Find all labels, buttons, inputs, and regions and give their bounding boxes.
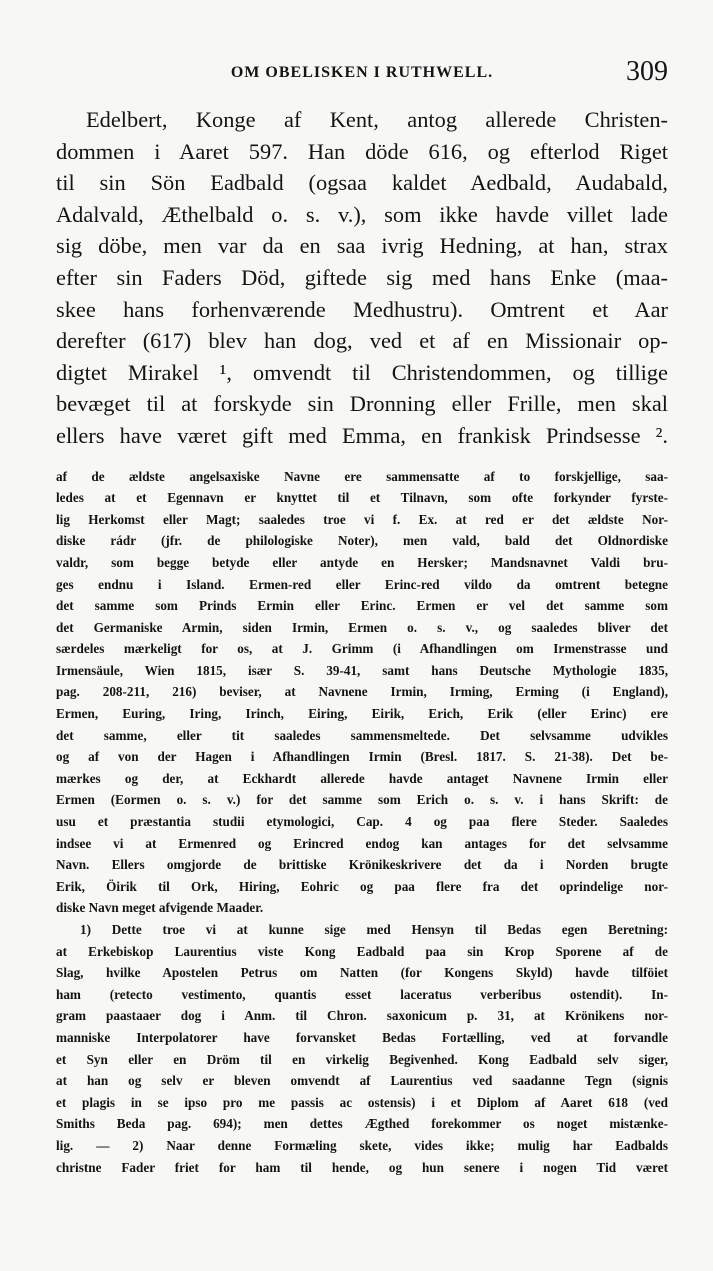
footnote-line: Navn. Ellers omgjorde de brittiske Krönikeskrivere det da i Norden brugte <box>56 857 668 873</box>
main-text-line: Edelbert, Konge af Kent, antog allerede Christen- <box>86 107 668 132</box>
footnote-line: det samme som Prinds Ermin eller Erinc. Ermen er vel det samme som <box>56 598 668 614</box>
main-text-line: Adalvald, Æthelbald o. s. v.), som ikke havde villet lade <box>56 201 668 227</box>
footnote-line: at han og selv er bleven omvendt af Laurentius ved saadanne Tegn (signis <box>56 1073 668 1089</box>
main-text-line: dommen i Aaret 597. Han döde 616, og efterlod Riget <box>56 138 668 164</box>
footnote-line: af de ældste angelsaxiske Navne ere sammensatte af to forskjellige, saa- <box>56 468 668 484</box>
footnote-line: pag. 208-211, 216) beviser, at Navnene Irmin, Irming, Erming (i England), <box>56 684 668 700</box>
footnote-line: diske rádr (jfr. de philologiske Noter), men vald, bald det Oldnordiske <box>56 533 668 549</box>
footnote-line: indsee vi at Ermenred og Erincred endog kan antages for det selvsamme <box>56 835 668 851</box>
footnote-line: gram paastaaer dog i Anm. til Chron. saxonicum p. 31, at Krönikens nor- <box>56 1008 668 1024</box>
footnote-line: Smiths Beda pag. 694); men dettes Ægthed forekommer os noget mistænke- <box>56 1116 668 1132</box>
footnote-line: diske Navn meget afvigende Maader. <box>56 900 264 916</box>
footnote-line: valdr, som begge betyde eller antyde en Hersker; Mandsnavnet Valdi bru- <box>56 554 668 570</box>
page-header <box>56 56 668 90</box>
footnote-line: det Germaniske Armin, siden Irmin, Ermen o. s. v., og saaledes bliver det <box>56 619 668 635</box>
footnote-line: ges endnu i Island. Ermen-red eller Erinc-red vildo da omtrent betegne <box>56 576 668 592</box>
footnote-line: lig. — 2) Naar denne Formæling skete, vides ikke; mulig har Eadbalds <box>56 1137 668 1153</box>
main-text-line: efter sin Faders Död, giftede sig med hans Enke (maa- <box>56 264 668 290</box>
footnote-line: Irmensäule, Wien 1815, især S. 39-41, samt hans Deutsche Mythologie 1835, <box>56 662 668 678</box>
footnote-line: manniske Interpolatorer have forvansket Bedas Fortælling, ved at forvandle <box>56 1029 668 1045</box>
main-text-line: skee hans forhenværende Medhustru). Omtrent et Aar <box>56 296 668 322</box>
footnote-line: Erik, Öirik til Ork, Hiring, Eohric og paa flere fra det oprindelige nor- <box>56 878 668 894</box>
main-text-line: sig döbe, men var da en saa ivrig Hedning, at han, strax <box>56 233 668 259</box>
footnote-line: christne Fader friet for ham til hende, og hun senere i nogen Tid været <box>56 1159 668 1175</box>
main-text-line: digtet Mirakel ¹, omvendt til Christendommen, og tillige <box>56 359 668 385</box>
footnote-line: Ermen, Euring, Iring, Irinch, Eiring, Eirik, Erich, Erik (eller Erinc) ere <box>56 706 668 722</box>
footnote-line: usu et præstantia studii etymologici, Cap. 4 og paa flere Steder. Saaledes <box>56 814 668 830</box>
footnote-line: at Erkebiskop Laurentius viste Kong Eadbald paa sin Krop Sporene af de <box>56 943 668 959</box>
main-text-line: bevæget til at forskyde sin Dronning eller Frille, men skal <box>56 391 668 417</box>
main-paragraph <box>56 104 668 452</box>
footnote-line: mærkes og der, at Eckhardt allerede havde antaget Navnene Irmin eller <box>56 770 668 786</box>
footnote-line: et plagis in se ipso pro me passis ac ostensis) i et Diplom af Aaret 618 (ved <box>56 1094 668 1110</box>
footnotes <box>56 466 668 1179</box>
footnote-line: Slag, hvilke Apostelen Petrus om Natten (for Kongens Skyld) havde tilföiet <box>56 965 668 981</box>
page-number: 309 <box>626 56 668 87</box>
book-page <box>56 56 668 1178</box>
main-text-line: til sin Sön Eadbald (ogsaa kaldet Aedbald, Audabald, <box>56 170 668 196</box>
footnote-line: Ermen (Eormen o. s. v.) for det samme som Erich o. s. v. i hans Skrift: de <box>56 792 668 808</box>
main-text-line: ellers have været gift med Emma, en frankisk Prindsesse ². <box>56 422 668 448</box>
footnote-line: lig Herkomst eller Magt; saaledes troe vi f. Ex. at red er det ældste Nor- <box>56 511 668 527</box>
footnote-line: et Syn eller en Dröm til en virkelig Begivenhed. Kong Eadbald selv siger, <box>56 1051 668 1067</box>
footnote-line: 1) Dette troe vi at kunne sige med Hensyn til Bedas egen Beretning: <box>80 922 668 937</box>
main-text-line: derefter (617) blev han dog, ved et af en Missionair op- <box>56 328 668 354</box>
footnote-line: ham (retecto vestimento, quantis esset laceratus verberibus ostendit). In- <box>56 986 668 1002</box>
footnote-line: det samme, eller tit saaledes sammensmeltede. Det selvsamme udvikles <box>56 727 668 743</box>
footnote-line: og af von der Hagen i Afhandlingen Irmin (Bresl. 1817. S. 21-38). Det be- <box>56 749 668 765</box>
running-title: OM OBELISKEN I RUTHWELL. <box>230 64 494 81</box>
footnote-line: ledes at et Egennavn er knyttet til et Tilnavn, som ofte forkynder fyrste- <box>56 490 668 506</box>
footnote-line: særdeles mærkeligt for os, at J. Grimm (i Afhandlingen om Irmenstrasse und <box>56 641 668 657</box>
